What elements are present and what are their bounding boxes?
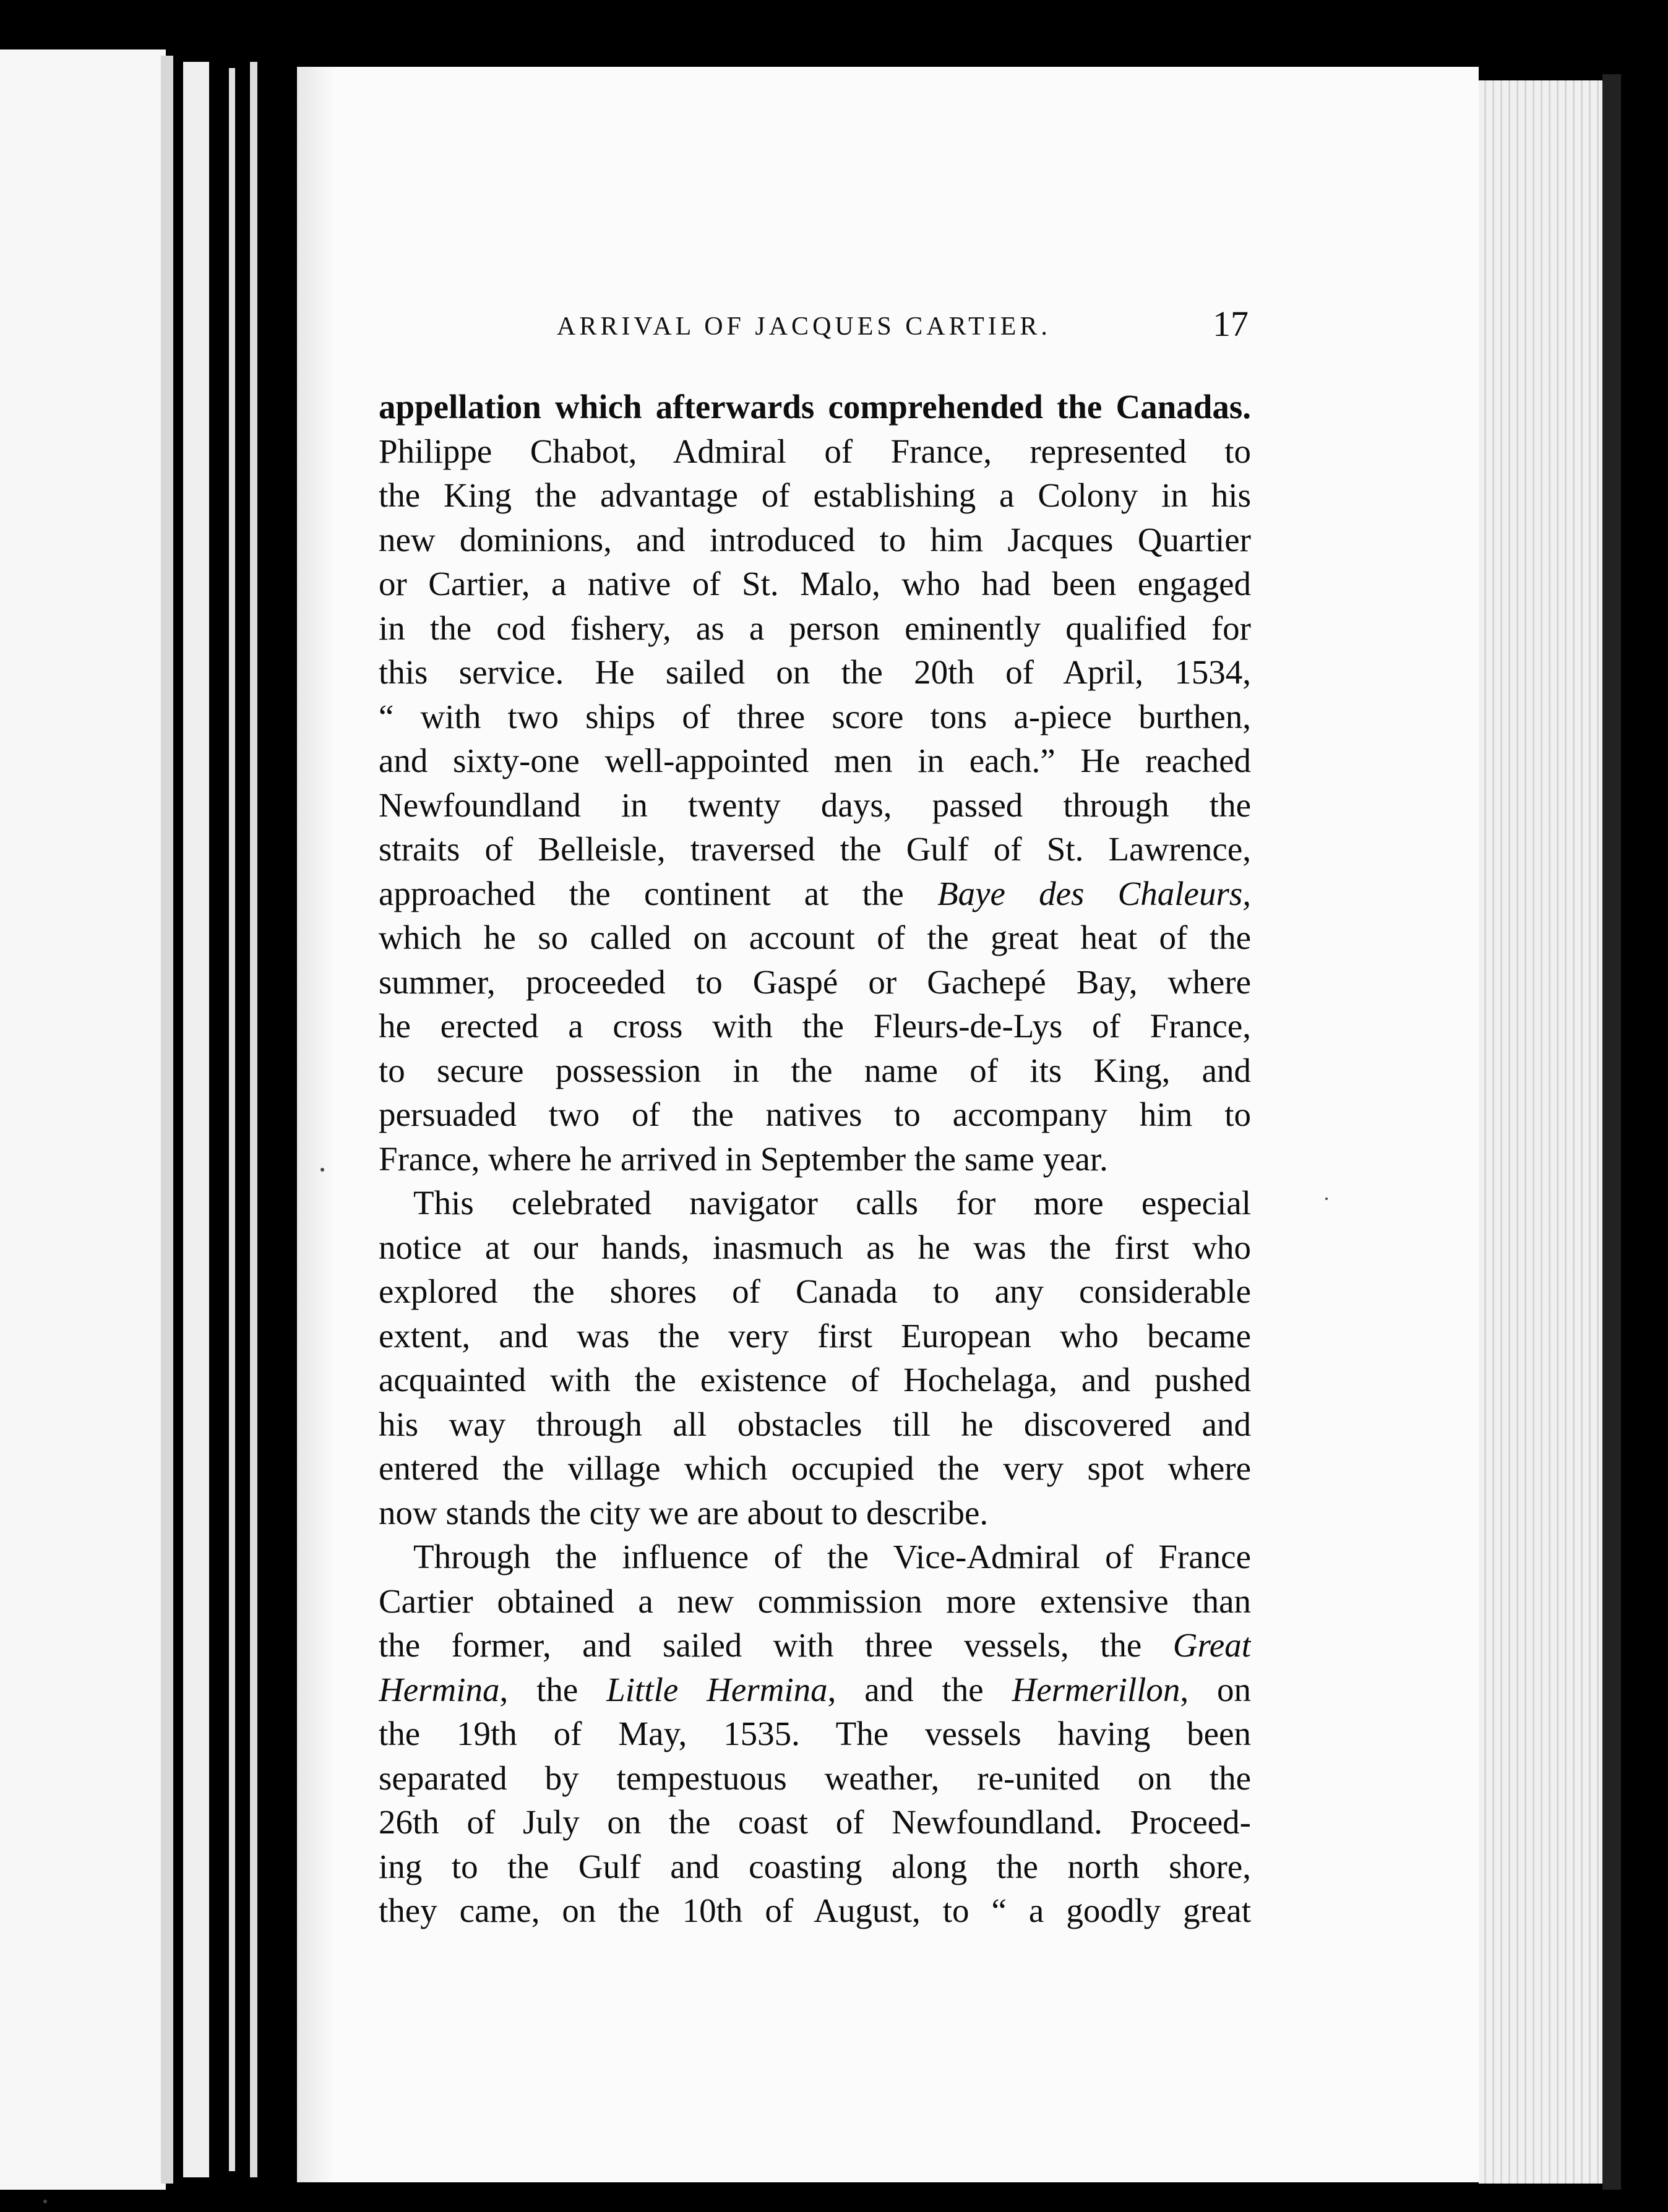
text-line: separated by tempestuous weather, re-united on the (379, 1759, 1251, 1797)
text-line: explored the shores of Canada to any considerable (379, 1272, 1251, 1310)
text-line: appellation which afterwards comprehended the Canadas. (379, 388, 1251, 426)
gutter-line (250, 62, 257, 2177)
ship-name: Hermerillon (1012, 1670, 1180, 1708)
text-line: extent, and was the very first European who became (379, 1316, 1251, 1355)
text-line: notice at our hands, inasmuch as he was the first who (379, 1228, 1251, 1266)
text-line: 26th of July on the coast of Newfoundland. Proceed- (379, 1803, 1251, 1841)
text-line: summer, proceeded to Gaspé or Gachepé Bay, where (379, 962, 1251, 1001)
text-line: “ with two ships of three score tons a-piece burthen, (379, 697, 1251, 735)
text-line: Newfoundland in twenty days, passed through the (379, 786, 1251, 824)
text-line: entered the village which occupied the very spot where (379, 1449, 1251, 1487)
text-line: they came, on the 10th of August, to “ a goodly great (379, 1892, 1251, 1929)
text-line: persuaded two of the natives to accompany him to (379, 1095, 1251, 1133)
text-line-with-italic (379, 1623, 1251, 1668)
text-line: this service. He sailed on the 20th of April, 1534, (379, 653, 1251, 691)
text-segment: , on (1180, 1670, 1251, 1708)
text-line: his way through all obstacles till he discovered and (379, 1405, 1251, 1443)
page-binding-shadow (297, 67, 334, 2182)
text-segment: , the (499, 1670, 578, 1708)
text-line: straits of Belleisle, traversed the Gulf of St. Lawrence, (379, 830, 1251, 868)
text-segment: approached the continent at the (379, 874, 904, 912)
text-line: or Cartier, a native of St. Malo, who had been engaged (379, 565, 1251, 602)
text-segment: , and the (827, 1670, 984, 1708)
ship-name: Great (1172, 1626, 1251, 1664)
text-line: and sixty-one well-appointed men in each.” He reached (379, 742, 1251, 779)
text-line: new dominions, and introduced to him Jacques Quartier (379, 520, 1251, 559)
text-line: This celebrated navigator calls for more especial (413, 1184, 1251, 1222)
text-line: Cartier obtained a new commission more extensive than (379, 1582, 1251, 1620)
running-header-title: ARRIVAL OF JACQUES CARTIER. (557, 312, 1051, 341)
gutter-strip (183, 62, 209, 2177)
text-line: ing to the Gulf and coasting along the north shore, (379, 1847, 1251, 1885)
text-line: the King the advantage of establishing a Colony in his (379, 476, 1251, 514)
ship-name: Hermina (379, 1670, 500, 1708)
italic-place-name: Baye des Chaleurs, (937, 874, 1251, 912)
text-line: France, where he arrived in September the same year. (379, 1139, 1108, 1178)
scan-speck (320, 1168, 324, 1172)
gutter-line (229, 68, 235, 2171)
scan-speck (43, 2200, 47, 2203)
fore-edge-shadow (1602, 74, 1621, 2190)
text-line: Philippe Chabot, Admiral of France, represented to (379, 432, 1251, 470)
left-facing-page (0, 49, 166, 2190)
text-line: he erected a cross with the Fleurs-de-Lys of France, (379, 1007, 1251, 1045)
text-line: which he so called on account of the great heat of the (379, 919, 1251, 956)
text-line-with-italic (379, 1668, 1251, 1712)
scan-speck (1325, 1198, 1328, 1200)
text-segment: the former, and sailed with three vessels, the (379, 1626, 1142, 1664)
text-line-with-italic (379, 872, 1251, 916)
body-text (379, 385, 1251, 1933)
text-line: in the cod fishery, as a person eminently qualified for (379, 609, 1251, 647)
page-number: 17 (1213, 304, 1249, 344)
text-line: to secure possession in the name of its King, and (379, 1051, 1251, 1089)
text-line: the 19th of May, 1535. The vessels having been (379, 1715, 1251, 1752)
page-fore-edge (1479, 80, 1602, 2184)
text-line: Through the influence of the Vice-Admiral of France (413, 1538, 1251, 1575)
text-line: now stands the city we are about to describe. (379, 1493, 989, 1532)
running-header (557, 303, 1250, 353)
ship-name: Little Hermina (606, 1670, 828, 1708)
text-line: acquainted with the existence of Hochelaga, and pushed (379, 1361, 1251, 1399)
left-page-shadow (161, 56, 173, 2184)
